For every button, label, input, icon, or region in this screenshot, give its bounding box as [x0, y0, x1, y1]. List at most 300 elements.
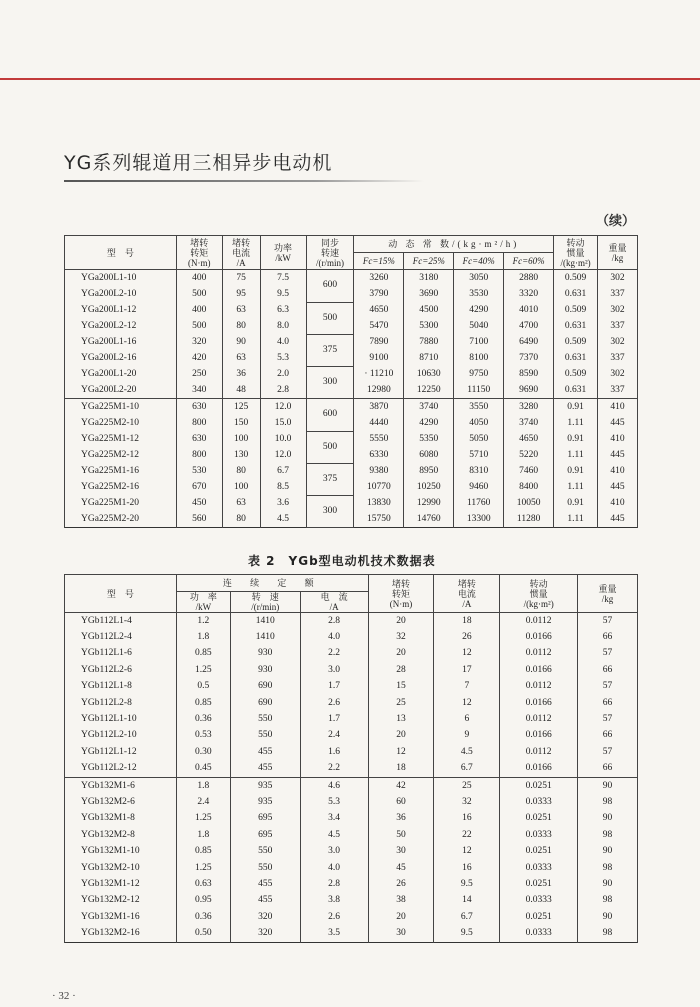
- fc25-cell: 12990: [404, 495, 454, 511]
- power-cell: 2.4: [176, 794, 230, 810]
- fc60-cell: 3740: [504, 415, 554, 431]
- weight-cell: 337: [598, 382, 638, 399]
- header-model: 型 号: [65, 575, 177, 613]
- header-power: 功率 /kW: [260, 236, 306, 270]
- current-cell: 2.8: [300, 876, 368, 892]
- fc40-cell: 3050: [454, 270, 504, 287]
- model-cell: YGb132M1-8: [65, 811, 177, 827]
- model-cell: YGb132M1-12: [65, 876, 177, 892]
- header-stall-torque: 堵转 转矩 (N·m): [176, 236, 222, 270]
- table-row: [65, 794, 638, 810]
- speed-cell: 1410: [230, 629, 300, 645]
- weight-cell: 57: [578, 679, 638, 695]
- weight-cell: 410: [598, 399, 638, 416]
- table-row: [65, 629, 638, 645]
- inertia-cell: 1.11: [554, 415, 598, 431]
- inertia-cell: 0.91: [554, 495, 598, 511]
- sync-speed-cell: 500: [306, 431, 354, 463]
- current-cell: 2.8: [300, 613, 368, 630]
- sync-speed-cell: 375: [306, 463, 354, 495]
- inertia-cell: 0.509: [554, 366, 598, 382]
- stall-torque-cell: 630: [176, 399, 222, 416]
- header-weight: 重量 /kg: [598, 236, 638, 270]
- table2-caption: 表 2 YGb型电动机技术数据表: [248, 554, 436, 568]
- weight-cell: 90: [578, 843, 638, 859]
- table-row: [65, 695, 638, 711]
- inertia-cell: 0.0112: [500, 711, 578, 727]
- stall-torque-cell: 450: [176, 495, 222, 511]
- model-cell: YGa200L1-10: [65, 270, 177, 287]
- power-cell: 0.5: [176, 679, 230, 695]
- speed-cell: 550: [230, 860, 300, 876]
- fc60-cell: 7460: [504, 463, 554, 479]
- stall-current-cell: 48: [222, 382, 260, 399]
- power-cell: 2.8: [260, 382, 306, 399]
- stall-torque-cell: 42: [368, 777, 434, 794]
- speed-cell: 550: [230, 843, 300, 859]
- fc40-cell: 3530: [454, 286, 504, 302]
- stall-torque-cell: 20: [368, 646, 434, 662]
- inertia-cell: 0.0251: [500, 777, 578, 794]
- weight-cell: 66: [578, 695, 638, 711]
- fc15-cell: 6330: [354, 447, 404, 463]
- weight-cell: 98: [578, 860, 638, 876]
- inertia-cell: 0.91: [554, 399, 598, 416]
- weight-cell: 302: [598, 366, 638, 382]
- power-cell: 0.63: [176, 876, 230, 892]
- stall-current-cell: 80: [222, 511, 260, 528]
- stall-torque-cell: 60: [368, 794, 434, 810]
- speed-cell: 690: [230, 679, 300, 695]
- power-cell: 1.8: [176, 629, 230, 645]
- inertia-cell: 1.11: [554, 447, 598, 463]
- power-cell: 4.0: [260, 334, 306, 350]
- power-cell: 0.36: [176, 711, 230, 727]
- stall-torque-cell: 500: [176, 318, 222, 334]
- weight-cell: 337: [598, 350, 638, 366]
- fc25-cell: 10250: [404, 479, 454, 495]
- stall-current-cell: 6: [434, 711, 500, 727]
- fc15-cell: 10770: [354, 479, 404, 495]
- stall-current-cell: 80: [222, 463, 260, 479]
- speed-cell: 930: [230, 662, 300, 678]
- inertia-cell: 0.0112: [500, 679, 578, 695]
- speed-cell: 455: [230, 744, 300, 760]
- model-cell: YGb132M1-16: [65, 909, 177, 925]
- stall-current-cell: 63: [222, 350, 260, 366]
- stall-current-cell: 22: [434, 827, 500, 843]
- power-cell: 1.8: [176, 777, 230, 794]
- inertia-cell: 1.11: [554, 511, 598, 528]
- stall-torque-cell: 26: [368, 876, 434, 892]
- stall-current-cell: 12: [434, 843, 500, 859]
- fc40-cell: 4290: [454, 302, 504, 318]
- inertia-cell: 0.631: [554, 318, 598, 334]
- stall-torque-cell: 30: [368, 925, 434, 942]
- weight-cell: 445: [598, 447, 638, 463]
- inertia-cell: 0.0166: [500, 761, 578, 778]
- fc25-cell: 5300: [404, 318, 454, 334]
- weight-cell: 410: [598, 431, 638, 447]
- weight-cell: 90: [578, 811, 638, 827]
- model-cell: YGb112L1-8: [65, 679, 177, 695]
- weight-cell: 410: [598, 463, 638, 479]
- stall-current-cell: 6.7: [434, 909, 500, 925]
- page-number: · 32 ·: [52, 990, 76, 1002]
- model-cell: YGa200L1-20: [65, 366, 177, 382]
- inertia-cell: 0.0166: [500, 662, 578, 678]
- fc60-cell: 9690: [504, 382, 554, 399]
- model-cell: YGb112L2-12: [65, 761, 177, 778]
- fc40-cell: 9750: [454, 366, 504, 382]
- model-cell: YGb112L1-12: [65, 744, 177, 760]
- power-cell: 0.36: [176, 909, 230, 925]
- model-cell: YGa225M1-16: [65, 463, 177, 479]
- header-stall-torque: 堵转 转矩 (N·m): [368, 575, 434, 613]
- stall-torque-cell: 50: [368, 827, 434, 843]
- weight-cell: 337: [598, 286, 638, 302]
- current-cell: 3.8: [300, 893, 368, 909]
- weight-cell: 98: [578, 827, 638, 843]
- speed-cell: 550: [230, 728, 300, 744]
- fc40-cell: 8310: [454, 463, 504, 479]
- current-cell: 1.7: [300, 711, 368, 727]
- fc15-cell: 7890: [354, 334, 404, 350]
- current-cell: 1.7: [300, 679, 368, 695]
- header-inertia: 转动 惯量 /(kg·m²): [554, 236, 598, 270]
- weight-cell: 445: [598, 479, 638, 495]
- fc25-cell: 4290: [404, 415, 454, 431]
- model-cell: YGb112L1-4: [65, 613, 177, 630]
- stall-torque-cell: 38: [368, 893, 434, 909]
- fc25-cell: 12250: [404, 382, 454, 399]
- stall-current-cell: 75: [222, 270, 260, 287]
- stall-torque-cell: 670: [176, 479, 222, 495]
- weight-cell: 302: [598, 270, 638, 287]
- inertia-cell: 0.0166: [500, 728, 578, 744]
- weight-cell: 302: [598, 334, 638, 350]
- speed-cell: 935: [230, 777, 300, 794]
- stall-torque-cell: 420: [176, 350, 222, 366]
- weight-cell: 410: [598, 495, 638, 511]
- stall-current-cell: 6.7: [434, 761, 500, 778]
- weight-cell: 57: [578, 613, 638, 630]
- model-cell: YGb112L1-10: [65, 711, 177, 727]
- table-row: [65, 728, 638, 744]
- weight-cell: 90: [578, 777, 638, 794]
- weight-cell: 445: [598, 511, 638, 528]
- inertia-cell: 0.0333: [500, 860, 578, 876]
- fc60-cell: 4650: [504, 431, 554, 447]
- power-cell: 6.7: [260, 463, 306, 479]
- power-cell: 1.2: [176, 613, 230, 630]
- current-cell: 3.0: [300, 843, 368, 859]
- model-cell: YGa200L2-20: [65, 382, 177, 399]
- table-row: [65, 925, 638, 942]
- weight-cell: 445: [598, 415, 638, 431]
- stall-current-cell: 4.5: [434, 744, 500, 760]
- table-row: [65, 711, 638, 727]
- fc25-cell: 6080: [404, 447, 454, 463]
- header-fc15: Fc=15%: [354, 253, 404, 270]
- power-cell: 0.30: [176, 744, 230, 760]
- power-cell: 1.25: [176, 811, 230, 827]
- model-cell: YGb132M1-6: [65, 777, 177, 794]
- power-cell: 0.85: [176, 843, 230, 859]
- fc60-cell: 8400: [504, 479, 554, 495]
- table-row: [65, 270, 638, 287]
- stall-current-cell: 14: [434, 893, 500, 909]
- fc40-cell: 5040: [454, 318, 504, 334]
- speed-cell: 1410: [230, 613, 300, 630]
- fc15-cell: 3870: [354, 399, 404, 416]
- inertia-cell: 0.0166: [500, 695, 578, 711]
- power-cell: 15.0: [260, 415, 306, 431]
- fc60-cell: 11280: [504, 511, 554, 528]
- current-cell: 3.0: [300, 662, 368, 678]
- weight-cell: 90: [578, 909, 638, 925]
- table-row: [65, 777, 638, 794]
- model-cell: YGb132M2-12: [65, 893, 177, 909]
- inertia-cell: 0.0112: [500, 646, 578, 662]
- stall-torque-cell: 28: [368, 662, 434, 678]
- current-cell: 1.6: [300, 744, 368, 760]
- inertia-cell: 0.0112: [500, 744, 578, 760]
- fc25-cell: 5350: [404, 431, 454, 447]
- weight-cell: 98: [578, 893, 638, 909]
- fc15-cell: 5470: [354, 318, 404, 334]
- stall-current-cell: 9.5: [434, 925, 500, 942]
- power-cell: 0.53: [176, 728, 230, 744]
- model-cell: YGa225M2-12: [65, 447, 177, 463]
- stall-current-cell: 32: [434, 794, 500, 810]
- stall-current-cell: 25: [434, 777, 500, 794]
- power-cell: 3.6: [260, 495, 306, 511]
- stall-current-cell: 80: [222, 318, 260, 334]
- inertia-cell: 0.631: [554, 286, 598, 302]
- sync-speed-cell: 600: [306, 399, 354, 432]
- fc60-cell: 7370: [504, 350, 554, 366]
- model-cell: YGa200L2-12: [65, 318, 177, 334]
- sync-speed-cell: 300: [306, 366, 354, 399]
- power-cell: 4.5: [260, 511, 306, 528]
- stall-current-cell: 36: [222, 366, 260, 382]
- stall-torque-cell: 320: [176, 334, 222, 350]
- model-cell: YGa200L1-16: [65, 334, 177, 350]
- model-cell: YGb132M2-10: [65, 860, 177, 876]
- power-cell: 1.8: [176, 827, 230, 843]
- fc40-cell: 11760: [454, 495, 504, 511]
- table-row: [65, 761, 638, 778]
- weight-cell: 66: [578, 761, 638, 778]
- fc15-cell: 3790: [354, 286, 404, 302]
- table-row: [65, 827, 638, 843]
- heading-underline: [64, 180, 424, 182]
- weight-cell: 66: [578, 728, 638, 744]
- power-cell: 10.0: [260, 431, 306, 447]
- stall-torque-cell: 20: [368, 728, 434, 744]
- table-row: [65, 876, 638, 892]
- sync-speed-cell: 500: [306, 302, 354, 334]
- fc60-cell: 10050: [504, 495, 554, 511]
- fc60-cell: 4700: [504, 318, 554, 334]
- weight-cell: 337: [598, 318, 638, 334]
- stall-torque-cell: 20: [368, 909, 434, 925]
- stall-torque-cell: 500: [176, 286, 222, 302]
- fc40-cell: 11150: [454, 382, 504, 399]
- header-power: 功 率 /kW: [176, 592, 230, 613]
- header-continuous-rating: 连 续 定 额: [176, 575, 368, 592]
- power-cell: 12.0: [260, 399, 306, 416]
- fc25-cell: 8710: [404, 350, 454, 366]
- model-cell: YGa225M2-20: [65, 511, 177, 528]
- stall-current-cell: 95: [222, 286, 260, 302]
- stall-torque-cell: 15: [368, 679, 434, 695]
- weight-cell: 57: [578, 711, 638, 727]
- table-row: [65, 613, 638, 630]
- table-row: [65, 909, 638, 925]
- stall-torque-cell: 400: [176, 270, 222, 287]
- page-heading: YG系列辊道用三相异步电动机: [64, 152, 333, 174]
- inertia-cell: 0.0333: [500, 925, 578, 942]
- power-cell: 0.85: [176, 695, 230, 711]
- weight-cell: 98: [578, 794, 638, 810]
- table-row: [65, 860, 638, 876]
- inertia-cell: 0.91: [554, 431, 598, 447]
- model-cell: YGa225M2-10: [65, 415, 177, 431]
- weight-cell: 57: [578, 744, 638, 760]
- stall-torque-cell: 45: [368, 860, 434, 876]
- stall-current-cell: 63: [222, 302, 260, 318]
- stall-torque-cell: 25: [368, 695, 434, 711]
- fc25-cell: 3690: [404, 286, 454, 302]
- fc15-cell: 4650: [354, 302, 404, 318]
- header-red-rule: [0, 78, 700, 80]
- table-row: [65, 463, 638, 479]
- current-cell: 3.5: [300, 925, 368, 942]
- fc25-cell: 7880: [404, 334, 454, 350]
- stall-current-cell: 130: [222, 447, 260, 463]
- power-cell: 0.85: [176, 646, 230, 662]
- stall-torque-cell: 530: [176, 463, 222, 479]
- power-cell: 2.0: [260, 366, 306, 382]
- model-cell: YGb112L2-8: [65, 695, 177, 711]
- stall-torque-cell: 340: [176, 382, 222, 399]
- header-weight: 重量 /kg: [578, 575, 638, 613]
- fc15-cell: 3260: [354, 270, 404, 287]
- stall-current-cell: 100: [222, 431, 260, 447]
- speed-cell: 320: [230, 925, 300, 942]
- weight-cell: 66: [578, 662, 638, 678]
- fc40-cell: 7100: [454, 334, 504, 350]
- current-cell: 3.4: [300, 811, 368, 827]
- model-cell: YGa225M1-20: [65, 495, 177, 511]
- inertia-cell: 0.0333: [500, 893, 578, 909]
- stall-current-cell: 16: [434, 860, 500, 876]
- model-cell: YGa200L2-10: [65, 286, 177, 302]
- table-row: [65, 893, 638, 909]
- stall-current-cell: 150: [222, 415, 260, 431]
- inertia-cell: 0.0251: [500, 909, 578, 925]
- inertia-cell: 0.631: [554, 382, 598, 399]
- fc60-cell: 8590: [504, 366, 554, 382]
- inertia-cell: 0.91: [554, 463, 598, 479]
- model-cell: YGa225M1-12: [65, 431, 177, 447]
- stall-torque-cell: 20: [368, 613, 434, 630]
- fc60-cell: 5220: [504, 447, 554, 463]
- header-dynamic-constant: 动 态 常 数/(kg·m²/h): [354, 236, 554, 253]
- model-cell: YGb132M2-6: [65, 794, 177, 810]
- model-cell: YGb132M2-16: [65, 925, 177, 942]
- table-row: [65, 744, 638, 760]
- model-cell: YGb112L1-6: [65, 646, 177, 662]
- sync-speed-cell: 300: [306, 495, 354, 528]
- current-cell: 4.5: [300, 827, 368, 843]
- inertia-cell: 0.631: [554, 350, 598, 366]
- stall-torque-cell: 800: [176, 415, 222, 431]
- stall-torque-cell: 18: [368, 761, 434, 778]
- stall-current-cell: 12: [434, 695, 500, 711]
- stall-current-cell: 90: [222, 334, 260, 350]
- inertia-cell: 0.0333: [500, 827, 578, 843]
- fc15-cell: 5550: [354, 431, 404, 447]
- fc25-cell: 14760: [404, 511, 454, 528]
- fc25-cell: 4500: [404, 302, 454, 318]
- header-stall-current: 堵转 电流 /A: [222, 236, 260, 270]
- fc15-cell: · 11210: [354, 366, 404, 382]
- inertia-cell: 1.11: [554, 479, 598, 495]
- weight-cell: 98: [578, 925, 638, 942]
- model-cell: YGb132M2-8: [65, 827, 177, 843]
- weight-cell: 57: [578, 646, 638, 662]
- yga-data-table: [64, 235, 638, 528]
- weight-cell: 90: [578, 876, 638, 892]
- speed-cell: 695: [230, 827, 300, 843]
- sync-speed-cell: 600: [306, 270, 354, 303]
- stall-torque-cell: 560: [176, 511, 222, 528]
- stall-current-cell: 18: [434, 613, 500, 630]
- fc15-cell: 13830: [354, 495, 404, 511]
- power-cell: 0.50: [176, 925, 230, 942]
- table-row: [65, 811, 638, 827]
- power-cell: 1.25: [176, 860, 230, 876]
- speed-cell: 930: [230, 646, 300, 662]
- current-cell: 4.0: [300, 629, 368, 645]
- weight-cell: 66: [578, 629, 638, 645]
- stall-torque-cell: 250: [176, 366, 222, 382]
- table-row: [65, 646, 638, 662]
- stall-current-cell: 63: [222, 495, 260, 511]
- header-fc60: Fc=60%: [504, 253, 554, 270]
- model-cell: YGb132M1-10: [65, 843, 177, 859]
- fc60-cell: 3280: [504, 399, 554, 416]
- stall-current-cell: 17: [434, 662, 500, 678]
- power-cell: 5.3: [260, 350, 306, 366]
- fc25-cell: 10630: [404, 366, 454, 382]
- power-cell: 7.5: [260, 270, 306, 287]
- model-cell: YGa225M2-16: [65, 479, 177, 495]
- fc40-cell: 8100: [454, 350, 504, 366]
- table-row: [65, 366, 638, 382]
- power-cell: 9.5: [260, 286, 306, 302]
- inertia-cell: 0.509: [554, 270, 598, 287]
- fc60-cell: 2880: [504, 270, 554, 287]
- stall-current-cell: 125: [222, 399, 260, 416]
- power-cell: 0.45: [176, 761, 230, 778]
- stall-current-cell: 12: [434, 646, 500, 662]
- speed-cell: 935: [230, 794, 300, 810]
- fc15-cell: 15750: [354, 511, 404, 528]
